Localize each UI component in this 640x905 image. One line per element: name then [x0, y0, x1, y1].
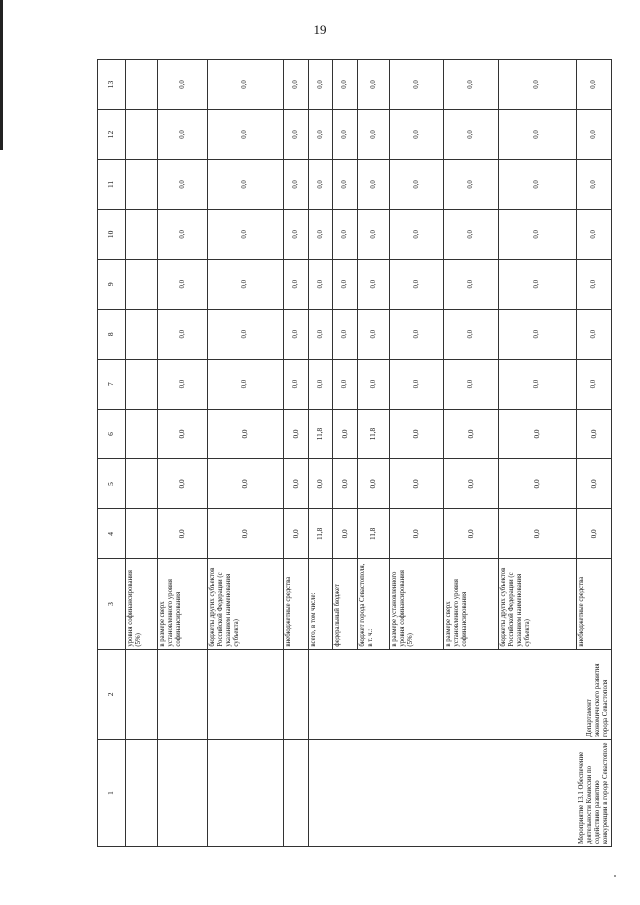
amount-cell: 0,0 — [284, 509, 309, 559]
amount-cell: 0,0 — [577, 459, 612, 509]
amount-cell — [126, 60, 158, 110]
amount-cell: 0,0 — [284, 309, 309, 359]
table-row — [158, 60, 207, 847]
amount-cell: 0,0 — [498, 159, 577, 209]
amount-cell: 0,0 — [158, 159, 207, 209]
responsible-cell — [284, 649, 309, 739]
amount-cell: 0,0 — [158, 509, 207, 559]
amount-cell: 0,0 — [390, 459, 444, 509]
funding-source-cell: бюджеты других субъектов Российской Федерации (с указанием наименования субъекта) — [498, 559, 577, 649]
amount-cell: 0,0 — [444, 159, 498, 209]
amount-cell: 0,0 — [207, 459, 283, 509]
amount-cell: 0,0 — [390, 309, 444, 359]
activity-cell — [284, 740, 309, 847]
amount-cell: 0,0 — [390, 159, 444, 209]
amount-cell: 0,0 — [284, 259, 309, 309]
table-row — [207, 60, 283, 847]
amount-cell: 0,0 — [158, 459, 207, 509]
amount-cell: 0,0 — [358, 309, 390, 359]
amount-cell: 0,0 — [444, 259, 498, 309]
amount-cell: 0,0 — [158, 110, 207, 160]
amount-cell: 0,0 — [358, 359, 390, 409]
amount-cell: 0,0 — [444, 110, 498, 160]
amount-cell: 11,8 — [308, 509, 333, 559]
amount-cell: 0,0 — [284, 159, 309, 209]
amount-cell: 0,0 — [308, 359, 333, 409]
funding-source-cell: уровня софинансирования (5%) — [126, 559, 158, 649]
amount-cell: 0,0 — [207, 309, 283, 359]
amount-cell: 0,0 — [444, 60, 498, 110]
amount-cell: 0,0 — [577, 309, 612, 359]
amount-cell: 0,0 — [333, 259, 358, 309]
amount-cell — [126, 359, 158, 409]
amount-cell: 0,0 — [577, 509, 612, 559]
amount-cell: 11,8 — [358, 409, 390, 459]
amount-cell: 0,0 — [333, 209, 358, 259]
amount-cell — [126, 459, 158, 509]
amount-cell — [126, 110, 158, 160]
amount-cell: 0,0 — [333, 459, 358, 509]
column-number-cell: 3 — [98, 559, 126, 649]
amount-cell: 0,0 — [577, 159, 612, 209]
column-number-cell: 5 — [98, 459, 126, 509]
amount-cell: 0,0 — [498, 60, 577, 110]
amount-cell: 0,0 — [308, 110, 333, 160]
amount-cell: 0,0 — [390, 509, 444, 559]
column-number-cell: 1 — [98, 740, 126, 847]
amount-cell: 0,0 — [390, 60, 444, 110]
amount-cell: 0,0 — [333, 309, 358, 359]
column-number-cell: 7 — [98, 359, 126, 409]
amount-cell: 0,0 — [158, 259, 207, 309]
amount-cell: 0,0 — [358, 459, 390, 509]
amount-cell: 0,0 — [333, 509, 358, 559]
activity-cell — [207, 740, 283, 847]
amount-cell: 0,0 — [158, 409, 207, 459]
responsible-cell — [207, 649, 283, 739]
amount-cell: 0,0 — [308, 309, 333, 359]
amount-cell: 0,0 — [158, 359, 207, 409]
column-number-cell: 13 — [98, 60, 126, 110]
amount-cell: 0,0 — [207, 259, 283, 309]
column-number-row — [98, 60, 126, 847]
amount-cell: 0,0 — [284, 459, 309, 509]
amount-cell: 0,0 — [207, 509, 283, 559]
amount-cell: 0,0 — [444, 359, 498, 409]
table-row — [284, 60, 309, 847]
amount-cell: 0,0 — [284, 110, 309, 160]
amount-cell: 0,0 — [207, 359, 283, 409]
column-number-cell: 4 — [98, 509, 126, 559]
responsible-cell: Департамент экономического развития города Севастополя — [308, 649, 611, 739]
funding-source-cell: в размере сверх установленного уровня софинансирования — [444, 559, 498, 649]
amount-cell: 0,0 — [333, 110, 358, 160]
amount-cell: 0,0 — [358, 209, 390, 259]
amount-cell: 11,8 — [308, 409, 333, 459]
amount-cell: 0,0 — [577, 259, 612, 309]
amount-cell: 0,0 — [158, 209, 207, 259]
column-number-cell: 11 — [98, 159, 126, 209]
amount-cell: 0,0 — [498, 209, 577, 259]
amount-cell: 0,0 — [158, 60, 207, 110]
budget-table — [97, 59, 612, 847]
amount-cell: 0,0 — [358, 159, 390, 209]
amount-cell: 0,0 — [284, 409, 309, 459]
funding-source-cell: в размере установленного уровня софинансирования (5%) — [390, 559, 444, 649]
amount-cell: 0,0 — [498, 509, 577, 559]
amount-cell: 0,0 — [358, 60, 390, 110]
amount-cell: 0,0 — [207, 209, 283, 259]
amount-cell: 0,0 — [577, 209, 612, 259]
funding-source-cell: бюджеты других субъектов Российской Федерации (с указанием наименования субъекта) — [207, 559, 283, 649]
responsible-cell — [158, 649, 207, 739]
amount-cell: 0,0 — [207, 60, 283, 110]
amount-cell: 0,0 — [498, 110, 577, 160]
amount-cell: 0,0 — [444, 459, 498, 509]
budget-table-body — [98, 60, 612, 847]
responsible-cell — [126, 649, 158, 739]
table-row — [308, 60, 333, 847]
amount-cell: 0,0 — [390, 110, 444, 160]
column-number-cell: 2 — [98, 649, 126, 739]
amount-cell: 0,0 — [390, 409, 444, 459]
amount-cell: 0,0 — [498, 359, 577, 409]
column-number-cell: 10 — [98, 209, 126, 259]
activity-cell — [126, 740, 158, 847]
column-number-cell: 6 — [98, 409, 126, 459]
amount-cell: 0,0 — [390, 359, 444, 409]
amount-cell — [126, 309, 158, 359]
amount-cell: 0,0 — [498, 259, 577, 309]
amount-cell: 0,0 — [333, 159, 358, 209]
amount-cell: 0,0 — [333, 60, 358, 110]
amount-cell: 0,0 — [577, 110, 612, 160]
amount-cell: 0,0 — [577, 409, 612, 459]
funding-source-cell: в размере сверх установленного уровня софинансирования — [158, 559, 207, 649]
amount-cell: 0,0 — [498, 459, 577, 509]
amount-cell: 0,0 — [207, 110, 283, 160]
funding-source-cell: внебюджетные средства — [577, 559, 612, 649]
amount-cell: 0,0 — [358, 259, 390, 309]
activity-cell — [158, 740, 207, 847]
amount-cell: 0,0 — [498, 409, 577, 459]
amount-cell: 0,0 — [333, 409, 358, 459]
amount-cell: 0,0 — [207, 409, 283, 459]
scan-speck — [614, 875, 616, 877]
amount-cell: 0,0 — [284, 359, 309, 409]
column-number-cell: 8 — [98, 309, 126, 359]
amount-cell: 0,0 — [390, 209, 444, 259]
amount-cell: 11,8 — [358, 509, 390, 559]
amount-cell: 0,0 — [284, 209, 309, 259]
funding-source-cell: бюджет города Севастополя, в т. ч.: — [358, 559, 390, 649]
amount-cell: 0,0 — [577, 359, 612, 409]
amount-cell: 0,0 — [358, 110, 390, 160]
column-number-cell: 12 — [98, 110, 126, 160]
page-number: 19 — [313, 22, 327, 37]
amount-cell: 0,0 — [158, 309, 207, 359]
amount-cell: 0,0 — [444, 209, 498, 259]
amount-cell — [126, 209, 158, 259]
funding-source-cell: всего, в том числе: — [308, 559, 333, 649]
amount-cell — [126, 509, 158, 559]
activity-cell: Мероприятие 13.1 Обеспечение деятельности Комиссии по содействию развитию конкуренции в городе Севастополе — [308, 740, 611, 847]
amount-cell: 0,0 — [444, 509, 498, 559]
amount-cell — [126, 409, 158, 459]
amount-cell: 0,0 — [444, 309, 498, 359]
amount-cell: 0,0 — [284, 60, 309, 110]
amount-cell: 0,0 — [333, 359, 358, 409]
amount-cell: 0,0 — [308, 459, 333, 509]
funding-source-cell: внебюджетные средства — [284, 559, 309, 649]
amount-cell: 0,0 — [444, 409, 498, 459]
amount-cell: 0,0 — [308, 259, 333, 309]
amount-cell — [126, 259, 158, 309]
amount-cell — [126, 159, 158, 209]
amount-cell: 0,0 — [308, 60, 333, 110]
amount-cell: 0,0 — [308, 209, 333, 259]
amount-cell: 0,0 — [308, 159, 333, 209]
amount-cell: 0,0 — [577, 60, 612, 110]
amount-cell: 0,0 — [498, 309, 577, 359]
funding-source-cell: федеральный бюджет — [333, 559, 358, 649]
table-row — [126, 60, 158, 847]
column-number-cell: 9 — [98, 259, 126, 309]
amount-cell: 0,0 — [207, 159, 283, 209]
amount-cell: 0,0 — [390, 259, 444, 309]
rotated-table-container — [97, 59, 612, 847]
